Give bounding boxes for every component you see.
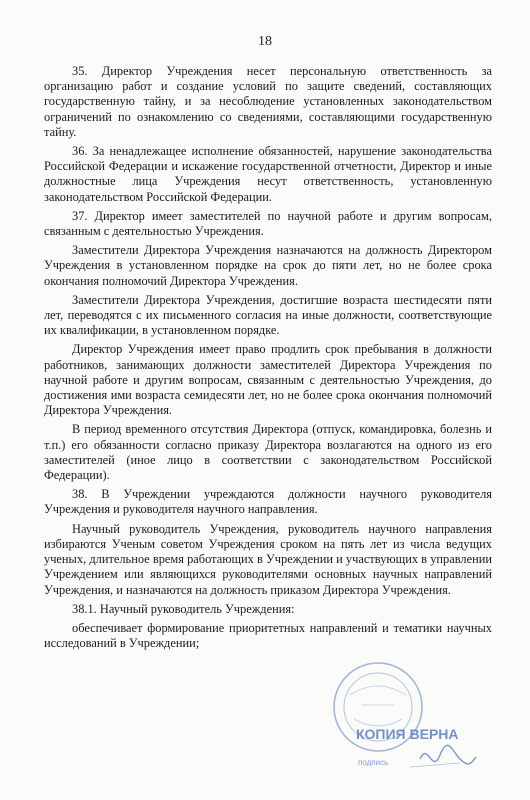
paragraph-37: 37. Директор имеет заместителей по научной работе и другим вопросам, связанным с деятельностью Учреждения. — [44, 208, 492, 239]
page-number: 18 — [258, 34, 272, 49]
paragraph-35: 35. Директор Учреждения несет персональную ответственность за организацию работ и создание условий по защите сведений, составляющих государственную тайну, и за несоблюдение установленных законодательством ограничений по ознакомлению со сведениями, составляющими государственную тайну. — [44, 64, 492, 139]
paragraph-duties-priorities: обеспечивает формирование приоритетных направлений и тематики научных исследований в Учреждении; — [44, 620, 492, 651]
paragraph-term-extension: Директор Учреждения имеет право продлить срок пребывания в должности работников, занимающих должности заместителей Директора Учреждения по научной работе и другим вопросам, связанным с деятельностью Учреждения, до достижения ими возраста семидесяти лет, но не более срока окончания полномочий Директора Учреждения. — [44, 342, 492, 418]
stamp-signature-caption: подпись — [358, 758, 389, 767]
paragraph-deputies-age: Заместители Директора Учреждения, достигшие возраста шестидесяти пяти лет, переводятся с их письменного согласия на иные должности, соответствующие их квалификации, в установленном порядке. — [44, 292, 492, 338]
paragraph-deputies-appointment: Заместители Директора Учреждения назначаются на должность Директором Учреждения в установленном порядке на срок до пяти лет, но не более срока окончания полномочий Директора Учреждения. — [44, 243, 492, 288]
stamp-label: КОПИЯ ВЕРНА — [356, 726, 459, 742]
copy-certified-stamp — [310, 655, 480, 785]
paragraph-36: 36. За ненадлежащее исполнение обязанностей, нарушение законодательства Российской Федерации и искажение государственной отчетности, Директор и иные должностные лица Учреждения несут ответственность, установленную законодательством Российской Федерации. — [44, 144, 492, 204]
paragraph-temporary-absence: В период временного отсутствия Директора (отпуск, командировка, болезнь и т.п.) его обязанности согласно приказу Директора возлагаются на одного из его заместителей (иное лицо в соответствии с законодательством Российской Федерации). — [44, 422, 492, 483]
paragraph-scientific-leader-election: Научный руководитель Учреждения, руководитель научного направления избираются Ученым советом Учреждения сроком на пять лет из числа ведущих ученых, длительное время работающих в Учреждении и участвующих в управлении Учреждением или являющихся руководителями основных научных направлений Учреждения, и назначаются на должность приказом Директора Учреждения. — [44, 521, 492, 597]
document-body — [44, 64, 492, 655]
paragraph-38-1: 38.1. Научный руководитель Учреждения: — [72, 601, 295, 616]
paragraph-38: 38. В Учреждении учреждаются должности научного руководителя Учреждения и руководителя научного направления. — [44, 487, 492, 517]
